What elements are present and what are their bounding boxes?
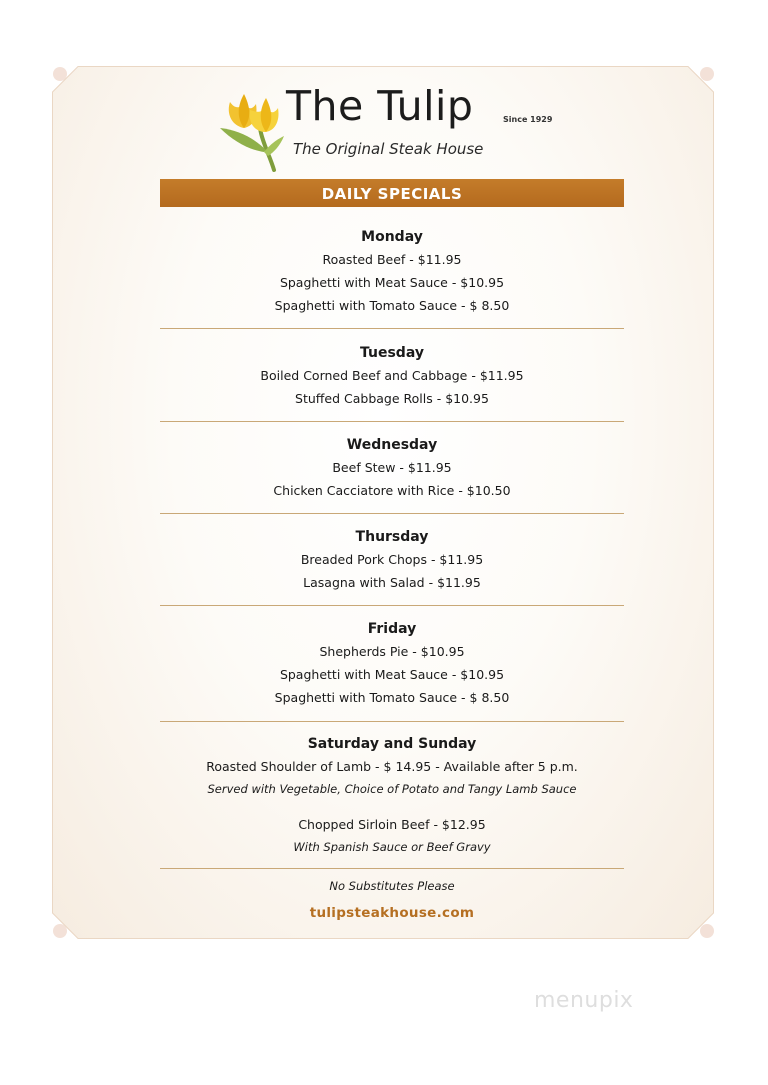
- menu-item: Boiled Corned Beef and Cabbage - $11.95: [260, 368, 524, 383]
- corner-dot-top-left: [53, 67, 67, 81]
- menu-item: Breaded Pork Chops - $11.95: [300, 552, 484, 567]
- brand-name: The Tulip: [286, 82, 474, 130]
- menu-item: Chopped Sirloin Beef - $12.95: [298, 817, 486, 832]
- day-heading: Tuesday: [360, 345, 424, 361]
- section-divider: [160, 868, 624, 869]
- section-wednesday: [160, 434, 624, 502]
- section-tuesday: [160, 342, 624, 410]
- section-divider: [160, 721, 624, 722]
- section-friday: [160, 618, 624, 709]
- section-weekend: [160, 733, 624, 858]
- tulip-flower-icon: [214, 80, 284, 172]
- no-substitutes-note: No Substitutes Please: [329, 879, 455, 893]
- section-thursday: [160, 526, 624, 594]
- since-label: Since 1929: [503, 115, 553, 124]
- menu-item: Stuffed Cabbage Rolls - $10.95: [295, 391, 489, 406]
- corner-dot-bottom-right: [700, 924, 714, 938]
- day-heading: Friday: [367, 621, 417, 637]
- spacer: [160, 800, 624, 813]
- day-heading: Saturday and Sunday: [307, 736, 477, 752]
- menu-item: Spaghetti with Tomato Sauce - $ 8.50: [274, 690, 510, 705]
- menu-item-note: With Spanish Sauce or Beef Gravy: [293, 840, 491, 854]
- menu-item: Beef Stew - $11.95: [332, 460, 452, 475]
- daily-specials-banner: DAILY SPECIALS: [160, 179, 624, 207]
- menu-item: Shepherds Pie - $10.95: [319, 644, 465, 659]
- section-divider: [160, 421, 624, 422]
- section-divider: [160, 605, 624, 606]
- menu-item: Roasted Beef - $11.95: [322, 252, 462, 267]
- section-divider: [160, 513, 624, 514]
- tagline: The Original Steak House: [293, 140, 484, 158]
- website-link[interactable]: tulipsteakhouse.com: [309, 905, 475, 921]
- day-heading: Monday: [361, 229, 423, 245]
- corner-dot-bottom-left: [53, 924, 67, 938]
- day-heading: Thursday: [355, 529, 429, 545]
- section-monday: [160, 226, 624, 317]
- menu-item-note: Served with Vegetable, Choice of Potato and Tangy Lamb Sauce: [207, 782, 577, 796]
- menu-item: Spaghetti with Tomato Sauce - $ 8.50: [274, 298, 510, 313]
- menu-item: Chicken Cacciatore with Rice - $10.50: [273, 483, 511, 498]
- menu-item: Spaghetti with Meat Sauce - $10.95: [279, 667, 505, 682]
- day-heading: Wednesday: [346, 437, 438, 453]
- menu-item: Roasted Shoulder of Lamb - $ 14.95 - Available after 5 p.m.: [206, 759, 578, 774]
- watermark: menupix: [534, 988, 634, 1013]
- menu-item: Spaghetti with Meat Sauce - $10.95: [279, 275, 505, 290]
- section-divider: [160, 328, 624, 329]
- corner-dot-top-right: [700, 67, 714, 81]
- menu-item: Lasagna with Salad - $11.95: [303, 575, 481, 590]
